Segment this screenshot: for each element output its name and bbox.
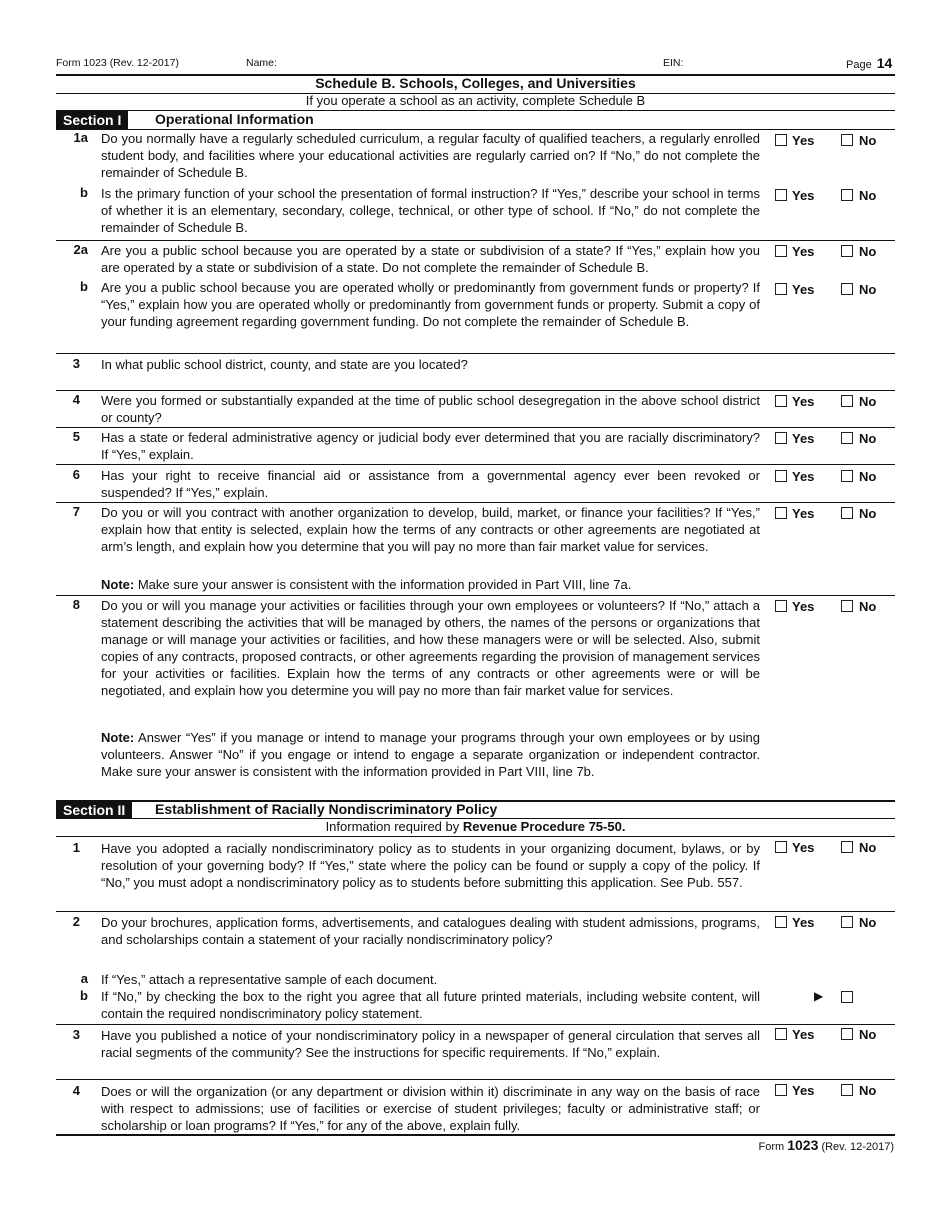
no-checkbox[interactable] [841, 283, 853, 295]
no-checkbox[interactable] [841, 600, 853, 612]
note-label: Note: [101, 577, 135, 592]
question-text: Are you a public school because you are operated by a state or subdivision of a state? If “Yes,” explain how you are operated by a state or subdivision of a state. Do not complete the remainder of Schedule B. [101, 243, 760, 275]
no-label: No [859, 282, 877, 297]
no-checkbox[interactable] [841, 395, 853, 407]
section-1-tag: Section I [56, 111, 128, 129]
yes-checkbox[interactable] [775, 395, 787, 407]
section-2-tag: Section II [56, 801, 132, 819]
row-divider [56, 390, 895, 391]
no-label: No [859, 133, 877, 148]
no-checkbox[interactable] [841, 507, 853, 519]
no-label: No [859, 188, 877, 203]
info-prefix: Information required by [325, 819, 463, 834]
form-id: Form 1023 (Rev. 12-2017) [56, 57, 179, 69]
no-label: No [859, 1083, 877, 1098]
no-checkbox[interactable] [841, 432, 853, 444]
no-checkbox[interactable] [841, 841, 853, 853]
no-label: No [859, 599, 877, 614]
schedule-title: Schedule B. Schools, Colleges, and Universities [315, 75, 636, 91]
item-number: b [80, 988, 88, 1003]
item-number: 4 [72, 392, 80, 407]
yes-checkbox[interactable] [775, 470, 787, 482]
question-text: Do you or will you manage your activities or facilities through your own employees or volunteers? If “No,” attach a statement describing the activities that will be managed by others, the names of the persons or organizations that manage or will manage your activities or facilities, and how these managers were or will be selected. Also, submit copies of any contracts, proposed contracts, or other agreements regarding the provision of management services for your activities or facilities. Explain how the terms of any contracts or other agreements were or will be negotiated, and explain how you determine you will pay no more than fair market value for services. [101, 598, 760, 698]
no-label: No [859, 915, 877, 930]
page-number: 14 [876, 55, 893, 71]
page-label [846, 55, 892, 71]
no-label: No [859, 394, 877, 409]
no-label: No [859, 506, 877, 521]
footer-form-word: Form [758, 1141, 785, 1153]
yes-checkbox[interactable] [775, 432, 787, 444]
item-number: 2 [72, 914, 80, 929]
note-8 [101, 729, 760, 780]
note-text: Make sure your answer is consistent with the information provided in Part VIII, line 7a. [134, 577, 632, 592]
yes-label: Yes [792, 431, 815, 446]
row-divider [56, 911, 895, 912]
row-divider [56, 427, 895, 428]
yes-checkbox[interactable] [775, 283, 787, 295]
no-label: No [859, 431, 877, 446]
yes-checkbox[interactable] [775, 1028, 787, 1040]
item-number: a [80, 971, 88, 986]
yes-checkbox[interactable] [775, 189, 787, 201]
info-bold: Revenue Procedure 75-50. [462, 819, 626, 834]
item-number: 8 [72, 597, 80, 612]
row-divider [56, 240, 895, 241]
arrow-icon: ▶ [814, 989, 824, 1003]
question-text: Have you adopted a racially nondiscriminatory policy as to students in your organizing document, bylaws, or by resolution of your governing body? If “Yes,” state where the policy can be found or supply a copy of the policy. If “No,” you must adopt a nondiscriminatory policy as to students before submitting this application. See Pub. 557. [101, 841, 760, 890]
yes-label: Yes [792, 133, 815, 148]
yes-checkbox[interactable] [775, 600, 787, 612]
schedule-subtitle: If you operate a school as an activity, complete Schedule B [305, 93, 646, 108]
no-label: No [859, 469, 877, 484]
yes-checkbox[interactable] [775, 916, 787, 928]
item-number: 3 [72, 356, 80, 371]
question-text: Has your right to receive financial aid or assistance from a governmental agency ever been revoked or suspended? If “Yes,” explain. [101, 468, 760, 500]
row-divider [56, 464, 895, 465]
yes-checkbox[interactable] [775, 134, 787, 146]
section-2-title: Establishment of Racially Nondiscriminatory Policy [155, 801, 498, 817]
yes-label: Yes [792, 394, 815, 409]
no-checkbox[interactable] [841, 916, 853, 928]
item-number: 3 [72, 1027, 80, 1042]
ein-label: EIN: [663, 57, 684, 69]
question-text: Does or will the organization (or any department or division within it) discriminate in any way on the basis of race with respect to admissions; use of facilities or exercise of student privileges; faculty or administrative staff; or scholarship or loan programs? If “Yes,” for any of the above, explain fully. [101, 1084, 760, 1133]
row-divider [56, 1079, 895, 1080]
name-label: Name: [246, 57, 277, 69]
question-text: If “Yes,” attach a representative sample of each document. [101, 972, 438, 987]
item-number: 1 [72, 840, 80, 855]
footer-rev: (Rev. 12-2017) [821, 1141, 894, 1153]
question-text: Were you formed or substantially expanded at the time of public school desegregation in the above school district or county? [101, 393, 760, 425]
info-rule [56, 836, 895, 837]
no-label: No [859, 1027, 877, 1042]
item-number: b [80, 185, 88, 200]
yes-label: Yes [792, 188, 815, 203]
yes-checkbox[interactable] [775, 507, 787, 519]
agree-checkbox[interactable] [841, 991, 853, 1003]
no-label: No [859, 840, 877, 855]
yes-label: Yes [792, 1027, 815, 1042]
question-text: Are you a public school because you are operated wholly or predominantly from government funds or property? If “Yes,” explain how you are operated wholly or predominantly from government funds or property. Submit a copy of your funding agreement regarding government funding. Do not complete the remainder of Schedule B. [101, 280, 760, 329]
yes-label: Yes [792, 1083, 815, 1098]
question-text: In what public school district, county, and state are you located? [101, 357, 468, 372]
section-1-title: Operational Information [155, 111, 314, 127]
yes-label: Yes [792, 599, 815, 614]
no-checkbox[interactable] [841, 245, 853, 257]
row-divider [56, 353, 895, 354]
no-label: No [859, 244, 877, 259]
no-checkbox[interactable] [841, 1028, 853, 1040]
revenue-procedure-info [56, 819, 895, 834]
footer-rule [56, 1134, 895, 1136]
question-text: Do your brochures, application forms, advertisements, and catalogues dealing with student admissions, programs, and scholarships contain a statement of your racially nondiscriminatory policy? [101, 915, 760, 947]
note-7 [101, 576, 760, 593]
yes-label: Yes [792, 506, 815, 521]
question-text: Do you normally have a regularly scheduled curriculum, a regular faculty of qualified teachers, a regularly enrolled student body, and facilities where your educational activities are regularly carried on? If “No,” do not complete the remainder of Schedule B. [101, 131, 760, 180]
item-number: 1a [73, 130, 88, 145]
item-number: 4 [72, 1083, 80, 1098]
yes-checkbox[interactable] [775, 841, 787, 853]
yes-label: Yes [792, 840, 815, 855]
yes-checkbox[interactable] [775, 245, 787, 257]
question-text: Is the primary function of your school the presentation of formal instruction? If “Yes,” describe your school in terms of whether it is an elementary, secondary, college, technical, or other type of school. If “No,” do not complete the remainder of Schedule B. [101, 186, 760, 235]
note-text: Answer “Yes” if you manage or intend to manage your programs through your own employees or by using volunteers. Answer “No” if you engage or intend to engage a separate organization or independent contractor. Make sure your answer is consistent with the information provided in Part VIII, line 7b. [101, 730, 760, 779]
item-number: b [80, 279, 88, 294]
yes-label: Yes [792, 282, 815, 297]
no-checkbox[interactable] [841, 189, 853, 201]
no-checkbox[interactable] [841, 1084, 853, 1096]
row-divider [56, 502, 895, 503]
yes-checkbox[interactable] [775, 1084, 787, 1096]
item-number: 2a [73, 242, 88, 257]
item-number: 5 [72, 429, 80, 444]
row-divider [56, 595, 895, 596]
page-word: Page [846, 59, 872, 71]
question-text: If “No,” by checking the box to the right you agree that all future printed materials, including website content, will contain the required nondiscriminatory policy statement. [101, 989, 760, 1021]
no-checkbox[interactable] [841, 470, 853, 482]
row-divider [56, 1024, 895, 1025]
item-number: 6 [72, 467, 80, 482]
yes-label: Yes [792, 469, 815, 484]
question-text: Has a state or federal administrative agency or judicial body ever determined that you are racially discriminatory? If “Yes,” explain. [101, 430, 760, 462]
footer-form-id [758, 1137, 894, 1153]
question-text: Have you published a notice of your nondiscriminatory policy in a newspaper of general circulation that serves all racial segments of the community? See the instructions for specific requirements. If “No,” explain. [101, 1028, 760, 1060]
no-checkbox[interactable] [841, 134, 853, 146]
question-text: Do you or will you contract with another organization to develop, build, market, or finance your facilities? If “Yes,” explain how that entity is selected, explain how the terms of any contracts or other agreements are negotiated at arm’s length, and explain how you determine that you will pay no more than fair market value for services. [101, 505, 760, 554]
footer-form-number: 1023 [787, 1137, 819, 1153]
yes-label: Yes [792, 244, 815, 259]
item-number: 7 [72, 504, 80, 519]
note-label: Note: [101, 730, 135, 745]
yes-label: Yes [792, 915, 815, 930]
